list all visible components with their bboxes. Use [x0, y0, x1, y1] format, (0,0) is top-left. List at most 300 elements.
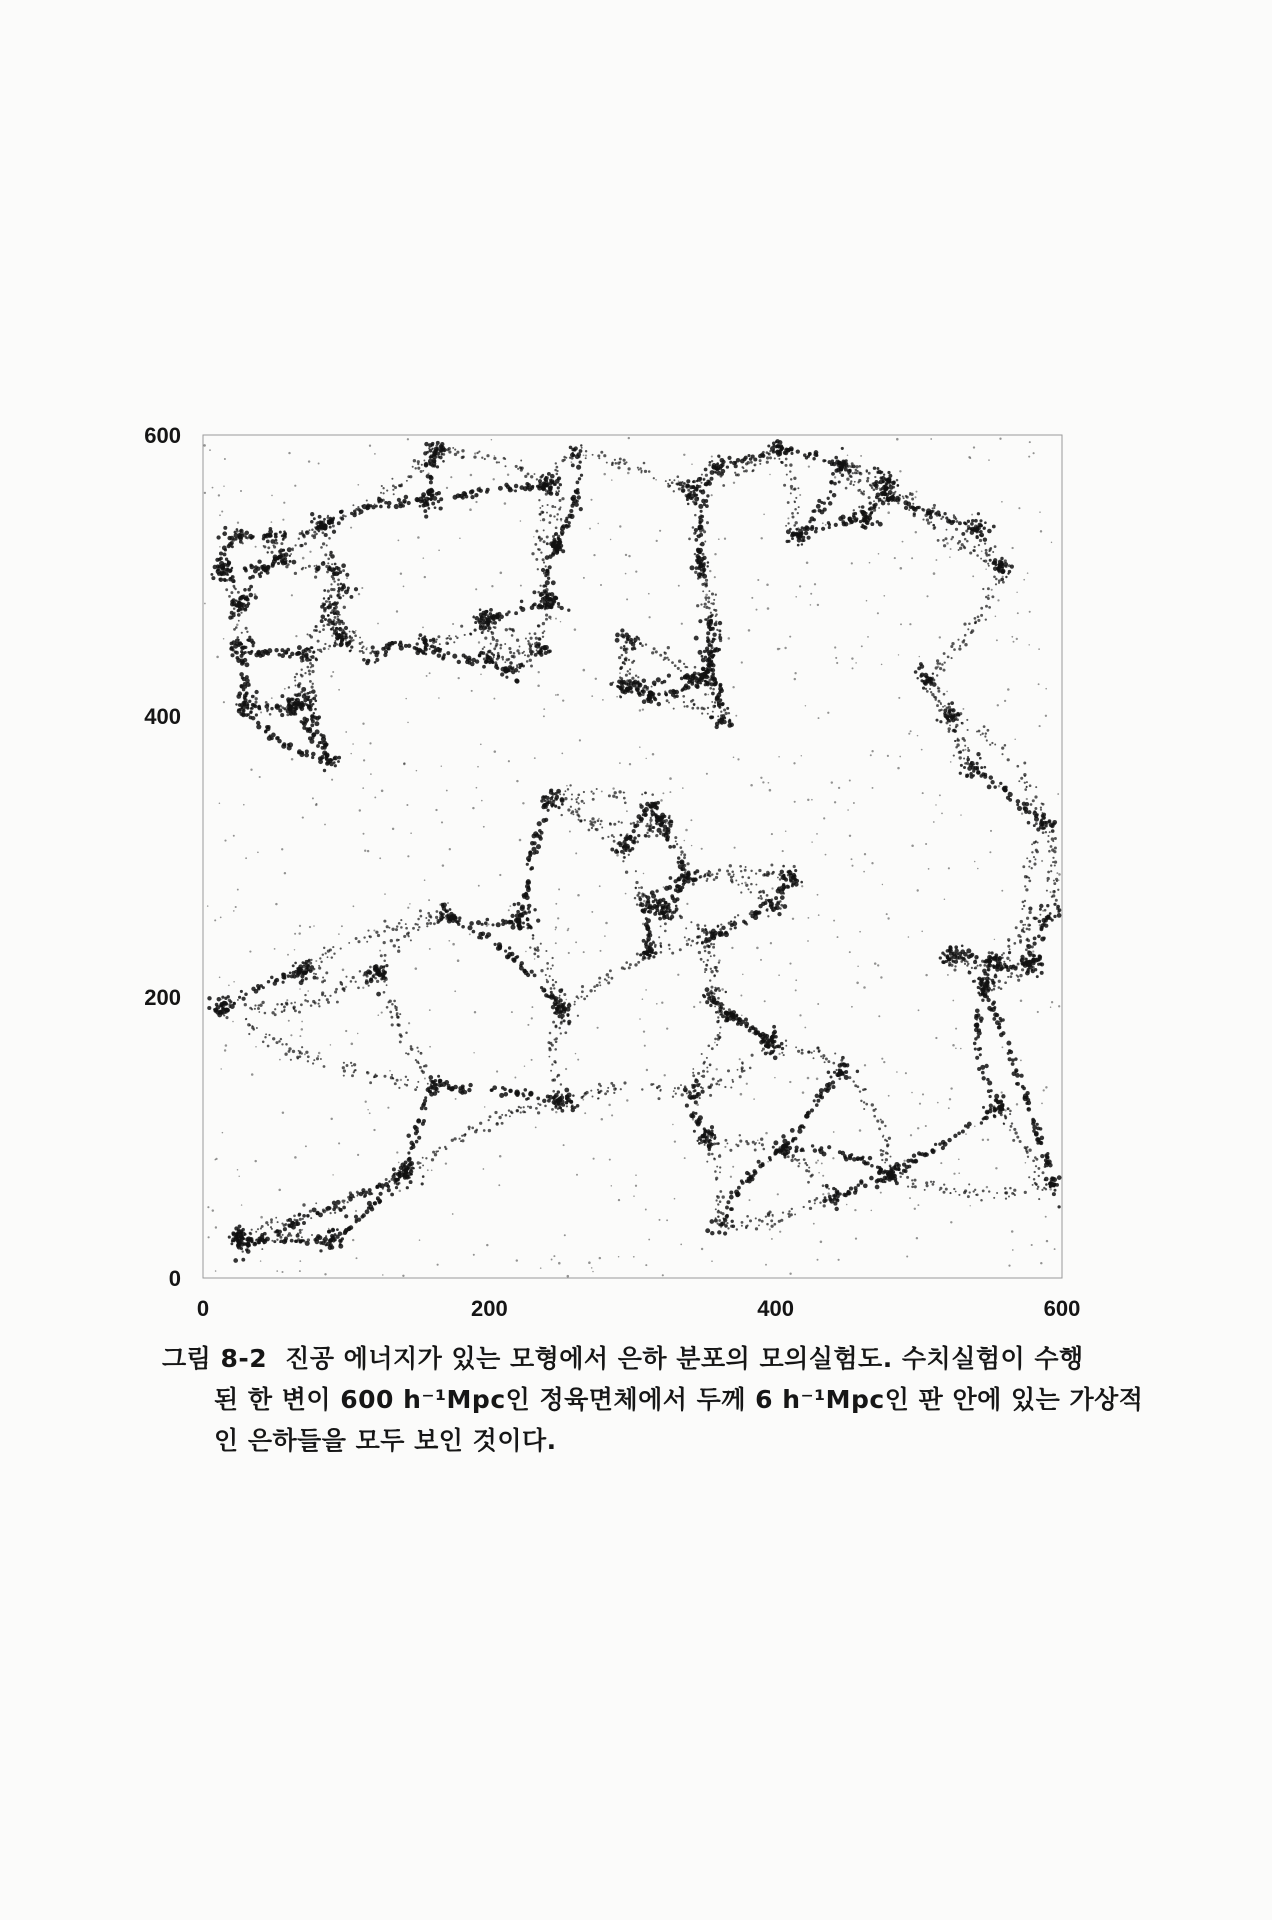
galaxy-point	[486, 918, 490, 922]
galaxy-point	[522, 1094, 525, 1097]
galaxy-point	[834, 523, 838, 527]
galaxy-point	[1019, 939, 1022, 942]
galaxy-point	[742, 1063, 744, 1065]
galaxy-point	[527, 1106, 529, 1108]
galaxy-point	[496, 922, 501, 927]
galaxy-point	[311, 1234, 313, 1236]
galaxy-point	[424, 1107, 427, 1110]
galaxy-point	[768, 1210, 771, 1213]
galaxy-point	[592, 454, 594, 456]
galaxy-point	[703, 961, 705, 963]
galaxy-point	[960, 960, 963, 963]
galaxy-point	[987, 1006, 992, 1011]
galaxy-point	[824, 1061, 826, 1063]
galaxy-point	[672, 898, 677, 903]
galaxy-point	[680, 1084, 682, 1086]
galaxy-point	[714, 1005, 716, 1007]
galaxy-point	[853, 484, 855, 486]
galaxy-point	[984, 542, 986, 544]
galaxy-point	[669, 824, 673, 828]
galaxy-point	[371, 505, 375, 509]
galaxy-point	[676, 884, 680, 888]
galaxy-point	[763, 891, 766, 894]
galaxy-point	[365, 648, 367, 650]
galaxy-point	[318, 741, 321, 744]
galaxy-point	[391, 1178, 394, 1181]
galaxy-point	[524, 1088, 528, 1092]
galaxy-point	[944, 537, 947, 540]
galaxy-point	[912, 1154, 916, 1158]
galaxy-point	[904, 506, 908, 510]
galaxy-point	[822, 1057, 824, 1059]
galaxy-point	[532, 834, 537, 839]
galaxy-point	[493, 647, 496, 650]
galaxy-point	[386, 1006, 389, 1009]
galaxy-point	[366, 941, 368, 943]
galaxy-point	[828, 501, 832, 505]
galaxy-point	[647, 828, 650, 831]
galaxy-point	[422, 1157, 424, 1159]
galaxy-point	[831, 1085, 835, 1089]
galaxy-point	[270, 976, 273, 979]
galaxy-point	[953, 648, 956, 651]
galaxy-point	[525, 895, 530, 900]
galaxy-point	[391, 1074, 393, 1076]
galaxy-point	[718, 869, 721, 872]
galaxy-point	[913, 512, 916, 515]
galaxy-point	[569, 509, 573, 513]
galaxy-point	[975, 622, 977, 624]
galaxy-point	[966, 762, 969, 765]
galaxy-point	[374, 503, 376, 505]
galaxy-point	[718, 1219, 721, 1222]
galaxy-point	[293, 1214, 296, 1217]
galaxy-point	[682, 874, 685, 877]
galaxy-point	[691, 707, 694, 710]
galaxy-point	[1034, 858, 1036, 860]
galaxy-point	[485, 935, 489, 939]
galaxy-point	[257, 1007, 260, 1010]
galaxy-point	[309, 634, 312, 637]
galaxy-point	[393, 1000, 396, 1003]
galaxy-point	[649, 699, 653, 703]
galaxy-point	[530, 605, 535, 610]
galaxy-point	[707, 1086, 710, 1089]
galaxy-point	[538, 499, 540, 501]
galaxy-point	[961, 1130, 965, 1134]
galaxy-point	[933, 504, 936, 507]
galaxy-point	[606, 1090, 609, 1093]
galaxy-point	[706, 494, 709, 497]
galaxy-point	[484, 458, 486, 460]
galaxy-point	[964, 959, 967, 962]
galaxy-point	[714, 609, 717, 612]
galaxy-point	[452, 654, 457, 659]
galaxy-point	[539, 507, 541, 509]
galaxy-point	[628, 659, 630, 661]
galaxy-point	[1028, 866, 1030, 868]
galaxy-point	[412, 927, 415, 930]
galaxy-point	[421, 1122, 425, 1126]
galaxy-point	[265, 701, 268, 704]
galaxy-point	[635, 887, 637, 889]
galaxy-point	[726, 1222, 728, 1224]
galaxy-point	[828, 523, 831, 526]
galaxy-point	[704, 603, 707, 606]
galaxy-point	[847, 1190, 850, 1193]
galaxy-point	[933, 527, 936, 530]
galaxy-point	[707, 601, 710, 604]
galaxy-point	[770, 1219, 773, 1222]
galaxy-point	[411, 1145, 416, 1150]
galaxy-point	[860, 1100, 862, 1102]
galaxy-point	[308, 736, 312, 740]
galaxy-point	[691, 940, 694, 943]
galaxy-point	[535, 637, 538, 640]
galaxy-point	[664, 922, 667, 925]
galaxy-point	[1007, 758, 1010, 761]
galaxy-point	[394, 641, 397, 644]
galaxy-point	[878, 507, 880, 509]
galaxy-point	[346, 1064, 349, 1067]
galaxy-point	[390, 1016, 393, 1019]
galaxy-point	[260, 565, 264, 569]
galaxy-point	[524, 1111, 526, 1113]
galaxy-point	[312, 1062, 314, 1064]
galaxy-point	[1037, 934, 1041, 938]
galaxy-point	[712, 946, 715, 949]
galaxy-point	[537, 955, 540, 958]
galaxy-point	[791, 512, 794, 515]
galaxy-point	[357, 940, 360, 943]
galaxy-point	[967, 749, 970, 752]
galaxy-point	[530, 866, 534, 870]
galaxy-point	[310, 1004, 313, 1007]
galaxy-point	[678, 660, 681, 663]
galaxy-point	[857, 1183, 860, 1186]
galaxy-point	[838, 1150, 842, 1154]
galaxy-point	[615, 462, 618, 465]
galaxy-point	[326, 544, 328, 546]
galaxy-point	[251, 987, 255, 991]
galaxy-point	[524, 892, 528, 896]
galaxy-point	[391, 478, 393, 480]
galaxy-point	[908, 509, 910, 511]
galaxy-point	[497, 652, 500, 655]
galaxy-point	[382, 1188, 384, 1190]
galaxy-point	[731, 923, 733, 925]
galaxy-point	[288, 1050, 291, 1053]
galaxy-point	[520, 607, 525, 612]
galaxy-point	[1033, 856, 1035, 858]
galaxy-point	[275, 736, 279, 740]
galaxy-point	[964, 745, 966, 747]
galaxy-point	[488, 650, 492, 654]
galaxy-point	[769, 456, 772, 459]
galaxy-point	[717, 1203, 719, 1205]
galaxy-point	[717, 1016, 719, 1018]
galaxy-point	[945, 517, 948, 520]
galaxy-point	[400, 926, 403, 929]
galaxy-point	[750, 461, 753, 464]
galaxy-point	[658, 1085, 661, 1088]
galaxy-point	[1021, 908, 1023, 910]
galaxy-point	[1024, 924, 1026, 926]
galaxy-point	[393, 493, 395, 495]
galaxy-point	[1037, 1188, 1039, 1190]
galaxy-point	[982, 1189, 985, 1192]
galaxy-point	[396, 1079, 399, 1082]
galaxy-point	[353, 1071, 355, 1073]
galaxy-point	[754, 1143, 756, 1145]
galaxy-point	[542, 1099, 546, 1103]
galaxy-point	[530, 475, 533, 478]
galaxy-point	[717, 1210, 720, 1213]
galaxy-point	[539, 476, 542, 479]
galaxy-point	[718, 686, 723, 691]
galaxy-point	[941, 1146, 945, 1150]
galaxy-point	[302, 1203, 305, 1206]
galaxy-point	[315, 630, 317, 632]
galaxy-point	[383, 930, 386, 933]
galaxy-point	[302, 567, 304, 569]
galaxy-point	[525, 482, 529, 486]
galaxy-point	[943, 544, 946, 547]
galaxy-point	[394, 1082, 397, 1085]
galaxy-point	[315, 1202, 317, 1204]
galaxy-point	[659, 832, 661, 834]
galaxy-point	[621, 821, 623, 823]
galaxy-point	[1022, 901, 1025, 904]
galaxy-point	[940, 518, 942, 520]
galaxy-point	[1025, 948, 1028, 951]
galaxy-point	[494, 943, 497, 946]
galaxy-point	[1015, 1082, 1018, 1085]
galaxy-point	[324, 995, 326, 997]
galaxy-point	[373, 1077, 375, 1079]
galaxy-point	[1025, 888, 1028, 891]
galaxy-point	[873, 500, 875, 502]
galaxy-point	[267, 546, 270, 549]
galaxy-point	[854, 1084, 857, 1087]
galaxy-point	[713, 943, 715, 945]
galaxy-point	[948, 727, 951, 730]
galaxy-point	[790, 1213, 793, 1216]
galaxy-point	[625, 871, 628, 874]
galaxy-point	[328, 1206, 331, 1209]
galaxy-point	[251, 1026, 254, 1029]
galaxy-point	[1005, 1198, 1007, 1200]
galaxy-point	[729, 461, 732, 464]
galaxy-point	[1035, 1184, 1037, 1186]
galaxy-point	[1046, 904, 1049, 907]
galaxy-point	[950, 538, 952, 540]
galaxy-point	[673, 490, 675, 492]
galaxy-point	[441, 657, 445, 661]
galaxy-point	[792, 516, 795, 519]
galaxy-point	[355, 1218, 358, 1221]
galaxy-point	[985, 618, 987, 620]
galaxy-point	[870, 1164, 874, 1168]
galaxy-point	[714, 622, 718, 626]
galaxy-point	[1016, 1136, 1019, 1139]
galaxy-point	[1034, 917, 1037, 920]
galaxy-point	[635, 881, 638, 884]
galaxy-point	[1011, 1122, 1013, 1124]
galaxy-point	[505, 628, 508, 631]
galaxy-point	[448, 450, 451, 453]
galaxy-point	[707, 874, 710, 877]
galaxy-point	[686, 705, 689, 708]
galaxy-point	[1032, 941, 1036, 945]
galaxy-point	[1019, 1074, 1023, 1078]
galaxy-point	[819, 1088, 824, 1093]
galaxy-point	[591, 827, 593, 829]
galaxy-point	[314, 721, 319, 726]
galaxy-point	[709, 687, 712, 690]
galaxy-point	[859, 1090, 861, 1092]
galaxy-point	[529, 1106, 532, 1109]
galaxy-point	[267, 725, 271, 729]
galaxy-point	[1008, 1057, 1012, 1061]
galaxy-point	[425, 1157, 427, 1159]
galaxy-point	[535, 530, 538, 533]
galaxy-point	[299, 1239, 303, 1243]
galaxy-point	[526, 660, 529, 663]
galaxy-point	[641, 793, 643, 795]
galaxy-point	[680, 670, 682, 672]
galaxy-point	[785, 464, 788, 467]
galaxy-point	[423, 1099, 427, 1103]
galaxy-point	[357, 986, 360, 989]
galaxy-point	[671, 952, 674, 955]
galaxy-point	[344, 1214, 348, 1218]
galaxy-point	[407, 1157, 412, 1162]
galaxy-point	[703, 1062, 706, 1065]
galaxy-point	[706, 872, 708, 874]
galaxy-point	[1053, 880, 1055, 882]
galaxy-point	[535, 1107, 538, 1110]
galaxy-point	[234, 537, 237, 540]
galaxy-point	[592, 792, 594, 794]
galaxy-point	[1014, 1131, 1017, 1134]
galaxy-point	[755, 884, 757, 886]
galaxy-point	[848, 1076, 851, 1079]
galaxy-point	[710, 664, 713, 667]
galaxy-point	[1024, 885, 1026, 887]
galaxy-point	[591, 791, 593, 793]
galaxy-point	[793, 865, 796, 868]
galaxy-point	[818, 1049, 821, 1052]
galaxy-point	[302, 1221, 306, 1225]
galaxy-point	[765, 899, 768, 902]
galaxy-point	[577, 495, 581, 499]
galaxy-point	[677, 667, 680, 670]
galaxy-point	[747, 888, 749, 890]
galaxy-point	[624, 663, 626, 665]
galaxy-point	[429, 476, 432, 479]
galaxy-point	[798, 1159, 800, 1161]
galaxy-point	[697, 927, 700, 930]
galaxy-point	[1038, 920, 1042, 924]
galaxy-point	[728, 712, 730, 714]
galaxy-point	[808, 1167, 810, 1169]
galaxy-point	[503, 920, 508, 925]
galaxy-point	[729, 1190, 733, 1194]
galaxy-point	[367, 1206, 370, 1209]
galaxy-point	[1011, 1062, 1015, 1066]
galaxy-point	[519, 646, 521, 648]
galaxy-point	[383, 991, 386, 994]
galaxy-point	[884, 1125, 886, 1127]
galaxy-point	[774, 457, 776, 459]
galaxy-point	[875, 1179, 879, 1183]
galaxy-point	[741, 1070, 744, 1073]
galaxy-point	[470, 495, 474, 499]
galaxy-point	[414, 1088, 417, 1091]
galaxy-point	[873, 509, 876, 512]
galaxy-point	[496, 1122, 499, 1125]
galaxy-point	[1026, 786, 1028, 788]
galaxy-point	[254, 701, 257, 704]
galaxy-point	[994, 744, 996, 746]
galaxy-point	[876, 1120, 879, 1123]
galaxy-point	[568, 521, 571, 524]
galaxy-point	[528, 1091, 533, 1096]
galaxy-point	[530, 970, 534, 974]
galaxy-point	[546, 979, 548, 981]
galaxy-point	[681, 867, 684, 870]
galaxy-point	[294, 1002, 296, 1004]
galaxy-point	[906, 496, 909, 499]
galaxy-point	[729, 864, 732, 867]
galaxy-point	[679, 948, 682, 951]
galaxy-point	[263, 1232, 267, 1236]
galaxy-point	[233, 586, 235, 588]
galaxy-point	[811, 1144, 814, 1147]
galaxy-point	[275, 1217, 277, 1219]
galaxy-point	[351, 1074, 354, 1077]
galaxy-point	[986, 998, 990, 1002]
galaxy-point	[545, 950, 547, 952]
galaxy-point	[718, 621, 722, 625]
galaxy-point	[398, 946, 400, 948]
galaxy-point	[342, 514, 345, 517]
galaxy-point	[926, 690, 929, 693]
galaxy-point	[886, 1140, 888, 1142]
galaxy-point	[636, 841, 639, 844]
galaxy-point	[707, 713, 709, 715]
galaxy-point	[777, 877, 779, 879]
galaxy-point	[504, 950, 507, 953]
galaxy-point	[556, 518, 558, 520]
galaxy-point	[931, 693, 934, 696]
galaxy-point	[496, 461, 498, 463]
galaxy-point	[260, 571, 263, 574]
galaxy-point	[596, 788, 598, 790]
galaxy-point	[947, 1138, 951, 1142]
galaxy-point	[694, 538, 698, 542]
galaxy-point	[1024, 775, 1026, 777]
galaxy-point	[574, 1003, 576, 1005]
galaxy-point	[686, 943, 689, 946]
galaxy-point	[692, 1074, 695, 1077]
galaxy-point	[520, 1111, 522, 1113]
galaxy-point	[533, 953, 536, 956]
galaxy-point	[719, 698, 723, 702]
galaxy-point	[711, 460, 713, 462]
galaxy-point	[770, 900, 773, 903]
